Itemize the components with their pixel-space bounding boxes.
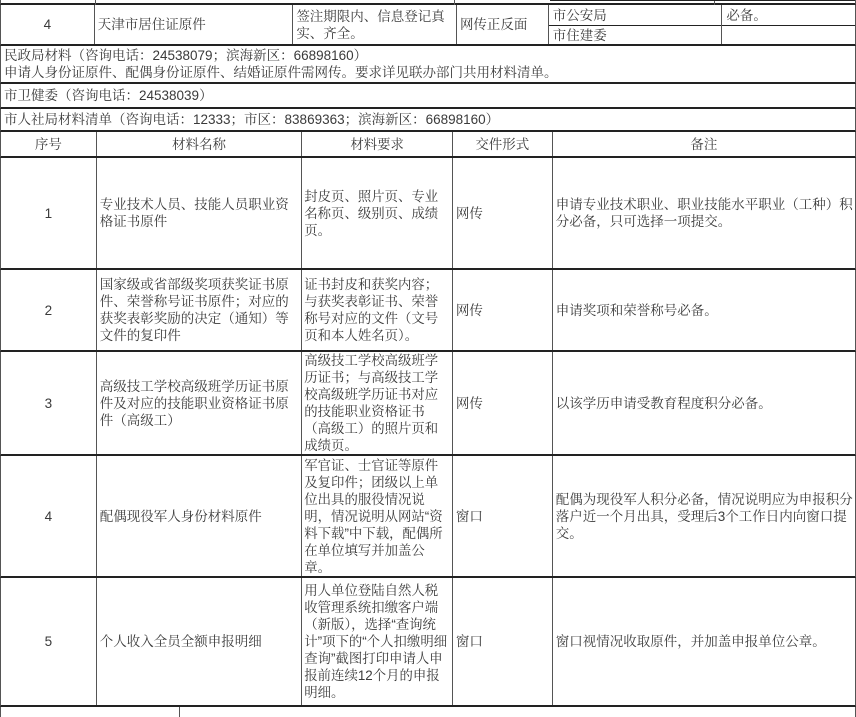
row-seq-cell: 2 [1,270,97,350]
notice-weijianwei [0,84,856,109]
material-requirement-cell: 证书封皮和获奖内容；与获奖表彰证书、荣誉称号对应的文件（文号页和本人姓名页）。 [302,270,453,350]
note-top: 必备。 [722,5,855,26]
submit-form-cell: 窗口 [453,578,553,705]
submit-form-cell: 网传正反面 [457,5,549,44]
department-bottom: 市住建委 [552,27,607,43]
notice-line: 民政局材料（咨询电话：24538079；滨海新区：66898160） [4,48,368,63]
row-seq-cell: 4 [1,456,97,576]
table-row [0,578,856,707]
header-note: 备注 [690,136,718,152]
row-seq-cell: 3 [1,352,97,454]
department-top: 市公安局 [549,5,722,26]
material-name-cell: 个人收入全员全额申报明细 [97,578,303,705]
note-cell: 配偶为现役军人积分必备，情况说明应为申报积分落户近一个月出具，受理后3个工作日内向窗口提交。 [555,491,853,541]
upper-table-row [0,5,856,46]
note-cell: 以该学历申请受教育程度积分必备。 [555,395,772,411]
material-name-cell: 配偶现役军人身份材料原件 [97,456,303,576]
material-requirement-cell: 高级技工学校高级班学历证书；与高级技工学校高级班学历证书对应的技能职业资格证书（高级工）的照片页和成绩页。 [302,352,453,454]
material-name-cell: 天津市居住证原件 [95,5,294,44]
row-seq-cell: 4 [1,5,95,44]
note-cell: 窗口视情况收取原件，并加盖申报单位公章。 [555,634,826,649]
material-name-cell: 专业技术人员、技能人员职业资格证书原件 [97,158,303,268]
table-row [0,158,856,270]
material-requirement-cell: 用人单位登陆自然人税收管理系统扣缴客户端（新版），选择“查询统计”项下的“个人扣缴明细查询”截图打印申请人申报前连续12个月的申报明细。 [302,578,453,705]
bottom-partial-row [0,707,856,717]
submit-form-cell: 网传 [453,352,553,454]
table-header-row [0,132,856,158]
notice-renshejui [0,109,856,132]
notice-line: 市人社局材料清单（咨询电话：12333；市区：83869363；滨海新区：66898160） [4,112,500,127]
header-seq: 序号 [1,132,97,156]
row-divider-line [550,0,855,1]
submit-form-cell: 网传 [453,158,553,268]
row-seq-cell: 1 [1,158,97,268]
note-cell [722,5,855,44]
material-requirement-cell: 签注期限内、信息登记真实、齐全。 [293,5,457,44]
material-name-cell: 高级技工学校高级班学历证书原件及对应的技能职业资格证书原件（高级工） [97,352,303,454]
table-row [0,456,856,578]
table-row [0,270,856,352]
note-cell: 申请奖项和荣誉称号必备。 [555,302,718,318]
header-form: 交件形式 [453,132,553,156]
notice-line: 申请人身份证原件、配偶身份证原件、结婚证原件需网传。要求详见联办部门共用材料清单。 [4,65,558,80]
row-seq-cell: 5 [1,578,97,705]
department-cell [549,5,723,44]
header-requirement: 材料要求 [302,132,453,156]
material-name-cell: 国家级或省部级奖项获奖证书原件、荣誉称号证书原件；对应的获奖表彰奖励的决定（通知）等文件的复印件 [97,270,303,350]
material-requirement-cell: 军官证、士官证等原件及复印件；团级以上单位出具的服役情况说明，情况说明从网站“资料下载”中下载，配偶所在单位填写并加盖公章。 [302,456,453,576]
notice-minzhengju [0,46,856,84]
submit-form-cell: 窗口 [453,456,553,576]
submit-form-cell: 网传 [453,270,553,350]
notice-line: 市卫健委（咨询电话：24538039） [4,88,213,103]
table-row [0,352,856,456]
material-requirement-cell: 封皮页、照片页、专业名称页、级别页、成绩页。 [302,158,453,268]
note-bottom [722,26,855,44]
note-cell: 申请专业技术职业、职业技能水平职业（工种）积分必备，只可选择一项提交。 [555,197,853,229]
column-border-stub [179,707,180,717]
header-name: 材料名称 [97,132,303,156]
